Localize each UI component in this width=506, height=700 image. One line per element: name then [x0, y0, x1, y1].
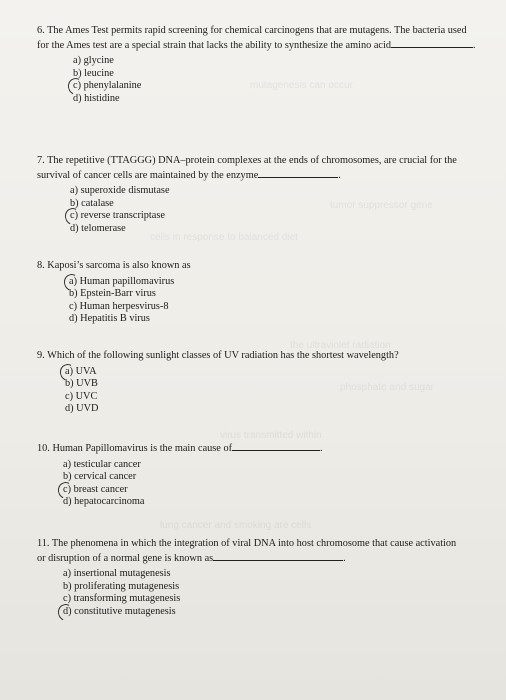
bleed-through-text: phosphate and sugar [340, 382, 434, 393]
question-9 [37, 350, 477, 416]
question-7 [37, 155, 477, 236]
bleed-through-text: tumor suppressor gene [330, 200, 433, 211]
question-text: 11. The phenomena in which the integration of viral DNA into host chromosome that cause activation or disruption of a normal gene is known as [37, 538, 457, 564]
option[interactable]: d) Hepatitis B virus [69, 313, 150, 325]
option[interactable]: b) proliferating mutagenesis [63, 580, 180, 592]
option[interactable]: b) UVB [65, 378, 98, 390]
option-list [73, 55, 477, 105]
bleed-through-text: the ultraviolet radiation [290, 340, 391, 351]
option[interactable]: b) cervical cancer [63, 471, 137, 483]
option[interactable]: c) transforming mutagenesis [63, 593, 181, 605]
question-stem: 6. The Ames Test permits rapid screening for chemical carcinogens that are mutagens. The bacteria used for the Ames test are a special strain that lacks the ability to synthesize the amino acid . [37, 25, 476, 51]
answer-blank [232, 441, 320, 451]
option[interactable]: d) hepatocarcinoma [63, 496, 145, 508]
option-list [70, 185, 477, 235]
option-circled[interactable]: a) Human papillomavirus [69, 276, 477, 289]
option[interactable]: c) Human herpesvirus-8 [69, 300, 169, 312]
answer-blank [258, 168, 338, 178]
question-text: 6. The Ames Test permits rapid screening for chemical carcinogens that are mutagens. The bacteria used for the Ames test are a special strain that lacks the ability to synthesize the amino acid [37, 25, 467, 51]
option-list [69, 276, 477, 326]
question-stem: 7. The repetitive (TTAGGG) DNA–protein complexes at the ends of chromosomes, are crucial for the survival of cancer cells are maintained by the enzyme . [37, 155, 457, 181]
option-list [63, 568, 467, 618]
question-text: 7. The repetitive (TTAGGG) DNA–protein complexes at the ends of chromosomes, are crucial for the survival of cancer cells are maintained by the enzyme [37, 155, 457, 181]
option[interactable]: b) Epstein-Barr virus [69, 288, 156, 300]
option-circled[interactable]: a) UVA [65, 366, 477, 379]
answer-blank [213, 551, 343, 561]
option-circled[interactable]: c) reverse transcriptase [70, 210, 477, 223]
bleed-through-text: mutagenesis can occur [250, 80, 353, 91]
question-stem: 10. Human Papillomavirus is the main cause of . [37, 443, 323, 454]
bleed-through-text: lung cancer and smoking are cells [160, 520, 312, 531]
bleed-through-text: cells in response to balanced diet [150, 232, 298, 243]
option-circled[interactable]: c) phenylalanine [73, 80, 477, 93]
question-stem: 11. The phenomena in which the integration of viral DNA into host chromosome that cause activation or disruption of a normal gene is known as . [37, 538, 457, 564]
option[interactable]: c) UVC [65, 390, 98, 402]
option[interactable]: a) superoxide dismutase [70, 185, 170, 197]
question-stem: 8. Kaposi’s sarcoma is also known as [37, 260, 191, 271]
option-circled[interactable]: c) breast cancer [63, 484, 477, 497]
question-6 [37, 25, 477, 106]
question-10 [37, 441, 477, 509]
option[interactable]: a) insertional mutagenesis [63, 568, 171, 580]
option[interactable]: a) testicular cancer [63, 458, 141, 470]
bleed-through-text: virus transmitted within [220, 430, 322, 441]
option[interactable]: b) catalase [70, 197, 114, 209]
option-list [65, 366, 477, 416]
question-text: 10. Human Papillomavirus is the main cause of [37, 443, 233, 454]
option-circled[interactable]: d) constitutive mutagenesis [63, 606, 467, 619]
answer-blank [391, 38, 473, 48]
option[interactable]: d) histidine [73, 92, 120, 104]
option[interactable]: d) telomerase [70, 222, 126, 234]
question-11 [37, 538, 467, 619]
option[interactable]: d) UVD [65, 403, 99, 415]
question-stem: 9. Which of the following sunlight classes of UV radiation has the shortest wavelength? [37, 350, 399, 361]
question-8 [37, 260, 477, 326]
option[interactable]: a) glycine [73, 55, 114, 67]
option[interactable]: b) leucine [73, 67, 114, 79]
option-list [63, 459, 477, 509]
